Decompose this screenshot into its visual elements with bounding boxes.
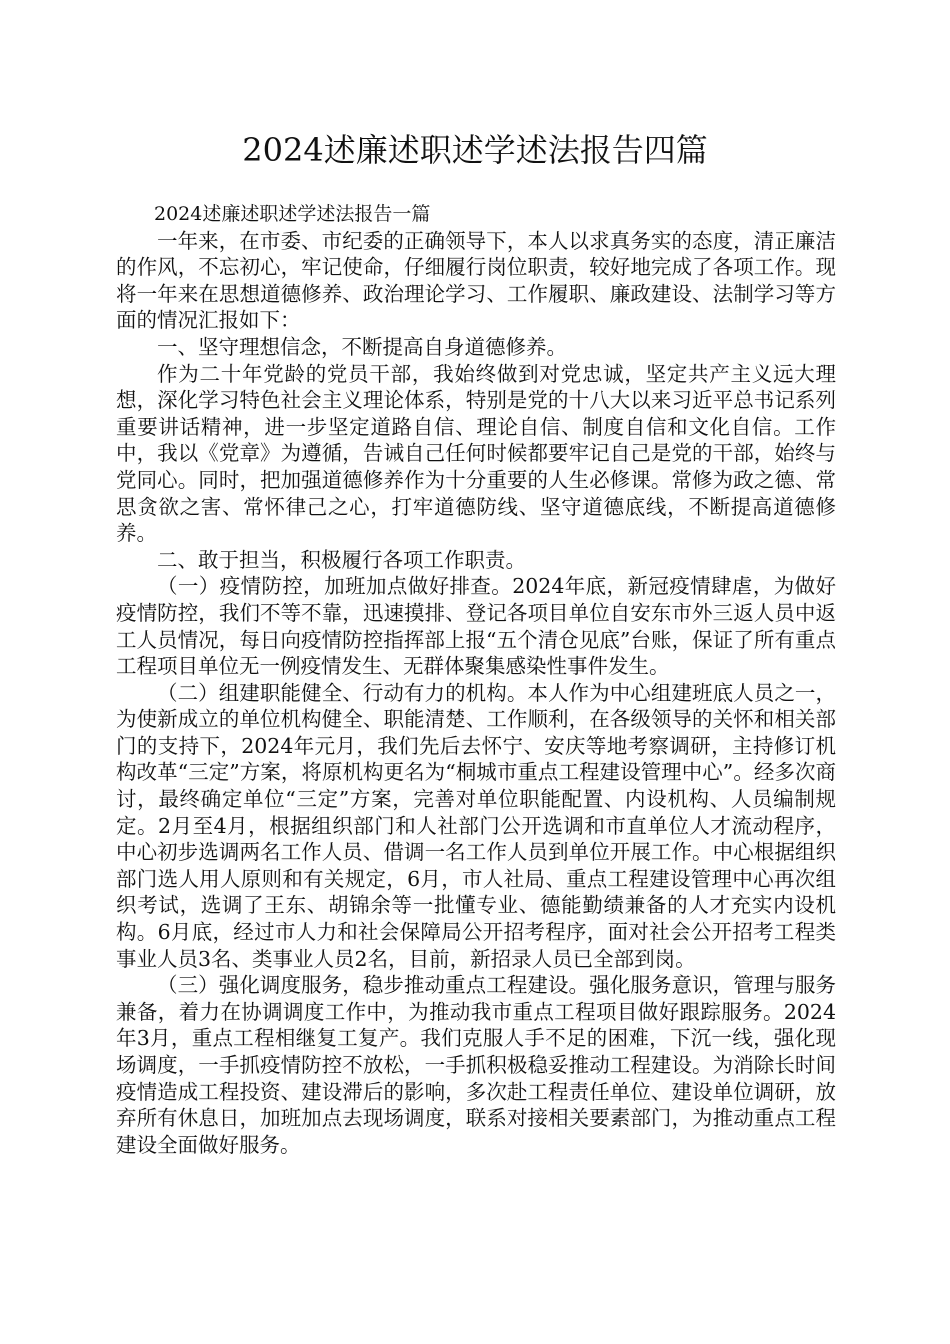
paragraph-item-1: （一）疫情防控，加班加点做好排查。2024年底，新冠疫情肆虐，为做好疫情防控，我们不等不靠，迅速摸排、登记各项目单位自安东市外三返人员中返工人员情况，每日向疫情防控指挥部上报“五个清仓见底”台账，保证了所有重点工程项目单位无一例疫情发生、无群体聚集感染性事件发生。 <box>116 574 836 679</box>
section-heading-1: 一、坚守理想信念，不断提高自身道德修养。 <box>157 334 567 359</box>
paragraph-section-1: 作为二十年党龄的党员干部，我始终做到对党忠诚，坚定共产主义远大理想，深化学习特色社会主义理论体系，特别是党的十八大以来习近平总书记系列重要讲话精神，进一步坚定道路自信、理论自信、制度自信和文化自信。工作中，我以《党章》为遵循，告诫自己任何时候都要牢记自己是党的干部，始终与党同心。同时，把加强道德修养作为十分重要的人生必修课。常修为政之德、常思贪欲之害、常怀律己之心，打牢道德防线、坚守道德底线，不断提高道德修养。 <box>116 361 836 546</box>
document-body <box>116 201 836 1158</box>
document-title: 2024述廉述职述学述法报告四篇 <box>242 131 708 169</box>
section-heading-2: 二、敢于担当，积极履行各项工作职责。 <box>157 547 526 572</box>
paragraph-item-2: （二）组建职能健全、行动有力的机构。本人作为中心组建班底人员之一，为使新成立的单位机构健全、职能清楚、工作顺利，在各级领导的关怀和相关部门的支持下，2024年元月，我们先后去怀宁、安庆等地考察调研，主持修订机构改革“三定”方案，将原机构更名为“桐城市重点工程建设管理中心”。经多次商讨，最终确定单位“三定”方案，完善对单位职能配置、内设机构、人员编制规定。2月至4月，根据组织部门和人社部门公开选调和市直单位人才流动程序，中心初步选调两名工作人员、借调一名工作人员到单位开展工作。中心根据组织部门选人用人原则和有关规定，6月，市人社局、重点工程建设管理中心再次组织考试，选调了王东、胡锦余等一批懂专业、德能勤绩兼备的人才充实内设机构。6月底，经过市人力和社会保障局公开招考程序，面对社会公开招考工程类事业人员3名、类事业人员2名，目前，新招录人员已全部到岗。 <box>116 680 836 971</box>
paragraph-intro: 一年来，在市委、市纪委的正确领导下，本人以求真务实的态度，清正廉洁的作风，不忘初心，牢记使命，仔细履行岗位职责，较好地完成了各项工作。现将一年来在思想道德修养、政治理论学习、工作履职、廉政建设、法制学习等方面的情况汇报如下： <box>116 228 836 333</box>
paragraph-item-3: （三）强化调度服务，稳步推动重点工程建设。强化服务意识，管理与服务兼备，着力在协调调度工作中，为推动我市重点工程项目做好跟踪服务。2024年3月，重点工程相继复工复产。我们克服人手不足的困难，下沉一线，强化现场调度，一手抓疫情防控不放松，一手抓积极稳妥推动工程建设。为消除长时间疫情造成工程投资、建设滞后的影响，多次赴工程责任单位、建设单位调研，放弃所有休息日，加班加点去现场调度，联系对接相关要素部门，为推动重点工程建设全面做好服务。 <box>116 973 836 1157</box>
document-subtitle: 2024述廉述职述学述法报告一篇 <box>154 203 431 225</box>
